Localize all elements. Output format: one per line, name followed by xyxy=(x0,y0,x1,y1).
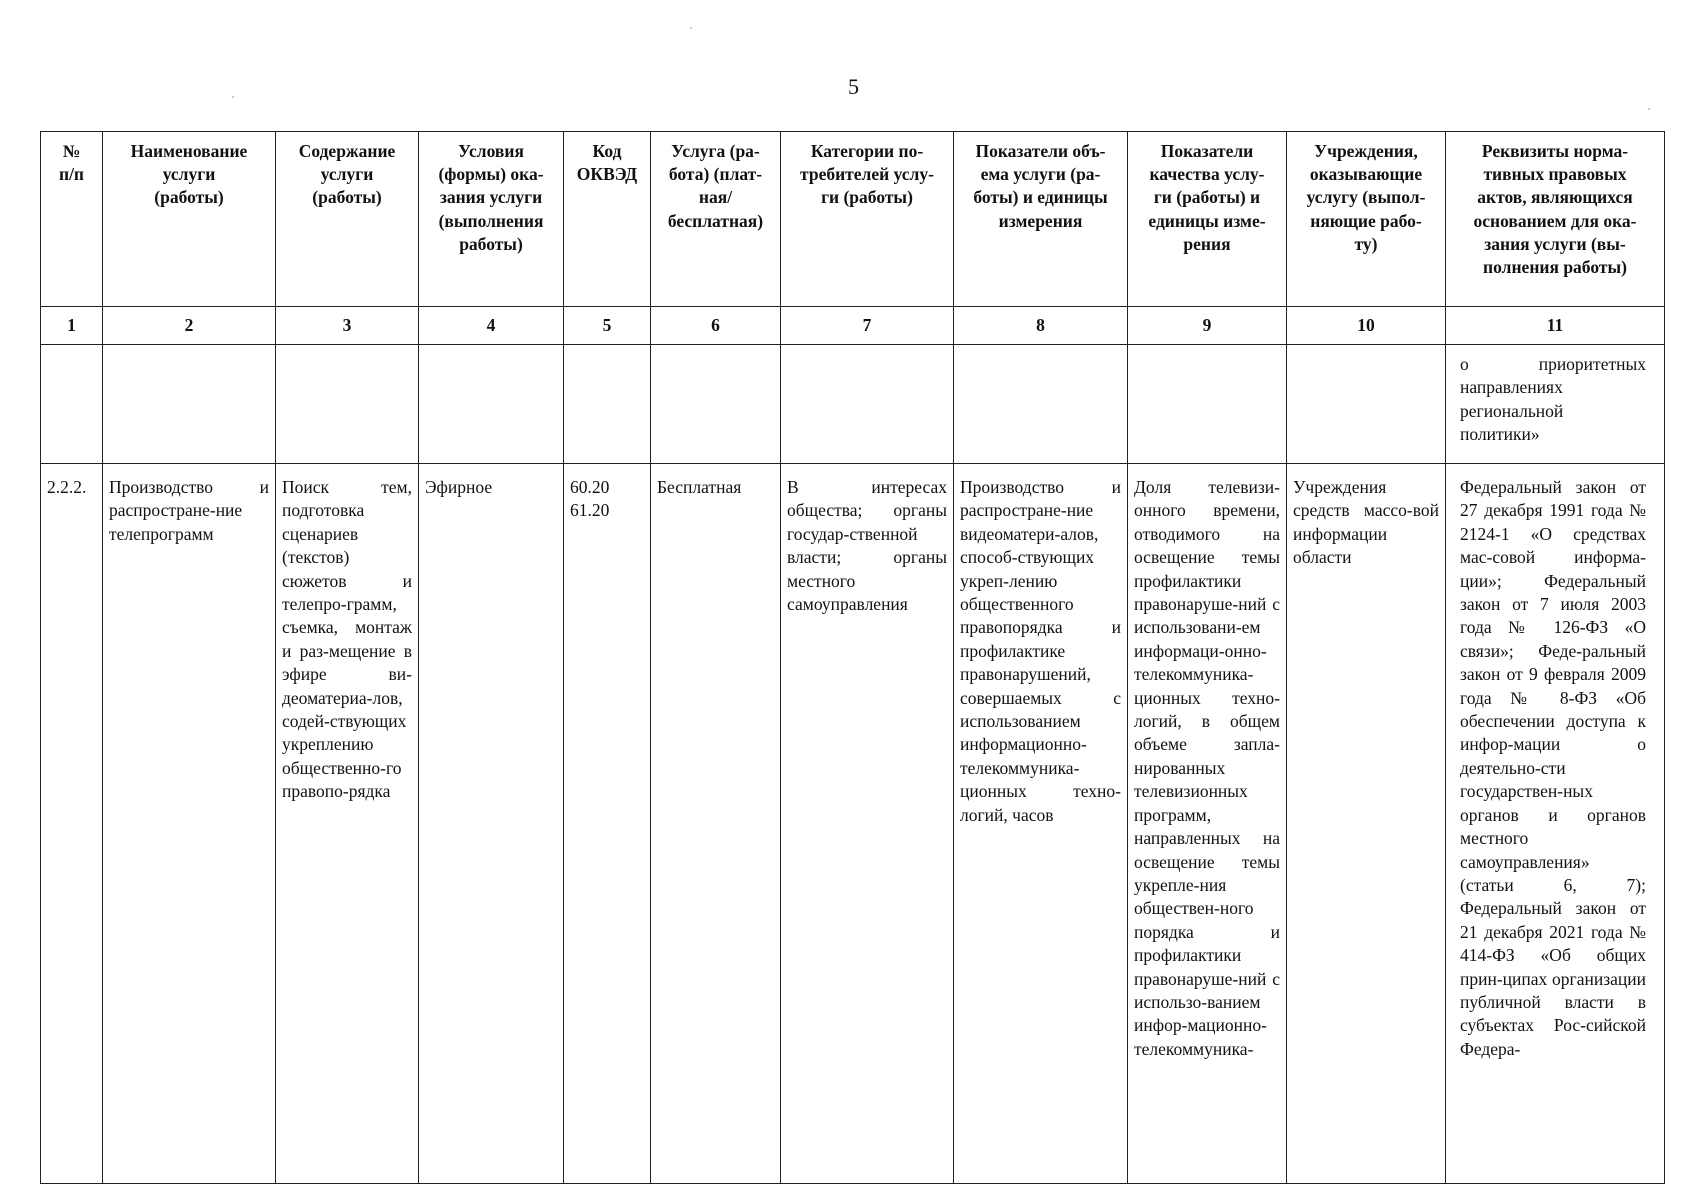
column-number: 4 xyxy=(419,307,564,345)
header-okved: Код ОКВЭД xyxy=(564,132,651,307)
table-cell xyxy=(1287,345,1446,464)
legal-acts-continuation: о приоритетных направлениях региональной политики» xyxy=(1446,345,1665,464)
table-cell xyxy=(41,345,103,464)
table-cell xyxy=(781,345,954,464)
table-cell xyxy=(564,345,651,464)
column-number: 7 xyxy=(781,307,954,345)
header-quality: Показатели качества услу- ги (работы) и единицы изме- рения xyxy=(1128,132,1287,307)
table-row xyxy=(41,464,1665,1184)
header-num: № п/п xyxy=(41,132,103,307)
table-cell xyxy=(419,345,564,464)
scan-speck xyxy=(1648,108,1650,110)
header-legal-acts: Реквизиты норма- тивных правовых актов, являющихся основанием для ока- зания услуги (вы- полнения работы) xyxy=(1446,132,1665,307)
paid-status: Бесплатная xyxy=(651,464,781,1184)
table-cell xyxy=(651,345,781,464)
column-number: 3 xyxy=(276,307,419,345)
service-content: Поиск тем, подготовка сценариев (текстов) сюжетов и телепро-грамм, съемка, монтаж и раз-мещение в эфире ви-деоматериа-лов, содей-ствующих укреплению общественно-го правопо-рядка xyxy=(276,464,419,1184)
table-header-row xyxy=(41,132,1665,307)
table-cell xyxy=(276,345,419,464)
volume-indicators: Производство и распростране-ние видеоматери-алов, способ-ствующих укреп-лению общественного правопорядка и профилактике правонарушений, совершаемых с использованием информационно-телекоммуника-ционных техно-логий, часов xyxy=(954,464,1128,1184)
column-number: 6 xyxy=(651,307,781,345)
service-name: Производство и распростране-ние телепрограмм xyxy=(103,464,276,1184)
column-number: 11 xyxy=(1446,307,1665,345)
page-number: 5 xyxy=(848,74,859,99)
header-content: Содержание услуги (работы) xyxy=(276,132,419,307)
table-cell xyxy=(1128,345,1287,464)
table-cell xyxy=(954,345,1128,464)
scan-speck xyxy=(690,27,692,29)
column-number: 8 xyxy=(954,307,1128,345)
row-number: 2.2.2. xyxy=(41,464,103,1184)
services-table xyxy=(40,131,1665,1184)
column-number-row xyxy=(41,307,1665,345)
okved-code: 60.20 61.20 xyxy=(564,464,651,1184)
header-volume: Показатели объ- ема услуги (ра- боты) и единицы измерения xyxy=(954,132,1128,307)
header-institutions: Учреждения, оказывающие услугу (выпол- няющие рабо- ту) xyxy=(1287,132,1446,307)
column-number: 9 xyxy=(1128,307,1287,345)
service-conditions: Эфирное xyxy=(419,464,564,1184)
column-number: 10 xyxy=(1287,307,1446,345)
scan-speck xyxy=(232,96,234,98)
header-conditions: Условия (формы) ока- зания услуги (выполнения работы) xyxy=(419,132,564,307)
quality-indicators: Доля телевизи-онного времени, отводимого на освещение темы профилактики правонаруше-ний с использовани-ем информаци-онно-телекоммуника-ционных техно-логий, в общем объеме запла-нированных телевизионных программ, направленных на освещение темы укрепле-ния обществен-ного порядка и профилактики правонаруше-ний с использо-ванием инфор-мационно-телекоммуника- xyxy=(1128,464,1287,1184)
consumer-categories: В интересах общества; органы государ-ственной власти; органы местного самоуправления xyxy=(781,464,954,1184)
column-number: 1 xyxy=(41,307,103,345)
column-number: 2 xyxy=(103,307,276,345)
legal-acts: Федеральный закон от 27 декабря 1991 года № 2124-1 «О средствах мас-совой информа-ции»; Федеральный закон от 7 июля 2003 года № 126-ФЗ «О связи»; Феде-ральный закон от 9 февраля 2009 года № 8-ФЗ «Об обеспечении доступа к инфор-мации о деятельно-сти государствен-ных органов и органов местного самоуправления» (статьи 6, 7); Федеральный закон от 21 декабря 2021 года № 414-ФЗ «Об общих прин-ципах организации публичной власти в субъектах Рос-сийской Федера- xyxy=(1446,464,1665,1184)
table-cell xyxy=(103,345,276,464)
header-consumers: Категории по- требителей услу- ги (работы) xyxy=(781,132,954,307)
header-name: Наименование услуги (работы) xyxy=(103,132,276,307)
providing-institutions: Учреждения средств массо-вой информации области xyxy=(1287,464,1446,1184)
header-paid: Услуга (ра- бота) (плат- ная/ бесплатная) xyxy=(651,132,781,307)
column-number: 5 xyxy=(564,307,651,345)
continuation-row xyxy=(41,345,1665,464)
